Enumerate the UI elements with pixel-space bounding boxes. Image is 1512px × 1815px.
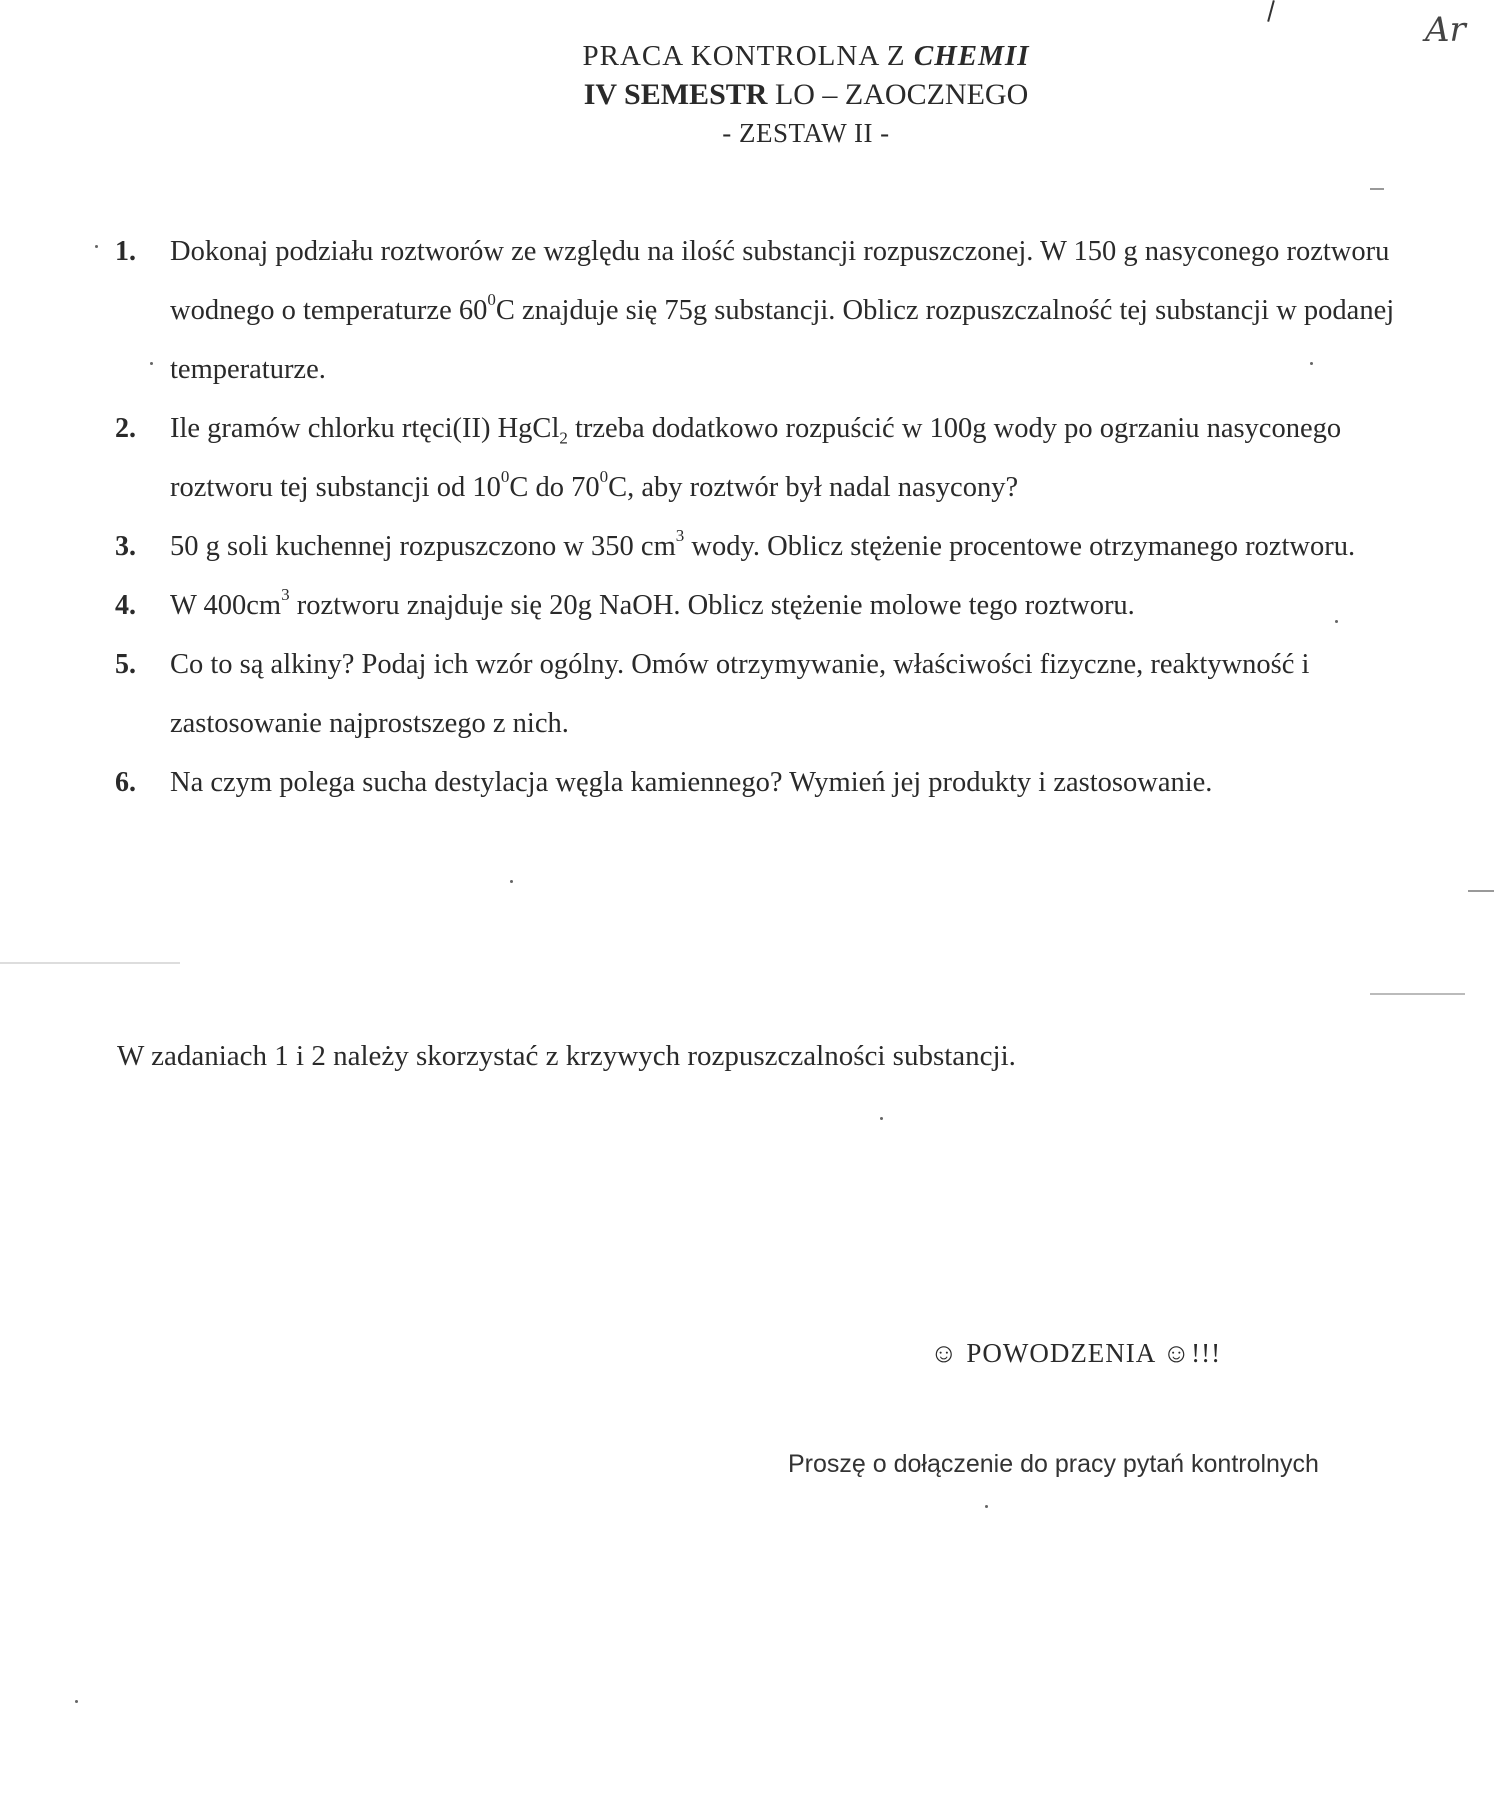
scan-speck <box>95 245 98 248</box>
task-text-part: trzeba dodatkowo rozpuścić w 100g wody po ogrzaniu nasyconego roztworu tej substancji od 10 <box>170 413 1342 503</box>
task-item <box>115 635 1415 753</box>
task-number: 5. <box>115 649 136 680</box>
superscript: 3 <box>281 584 290 604</box>
task-text <box>170 517 1410 576</box>
task-text-part: C znajduje się 75g substancji. Oblicz rozpuszczalność tej substancji w podanej temperaturze. <box>170 295 1395 385</box>
pen-stroke-mark <box>1267 0 1275 22</box>
title-part1: PRACA KONTROLNA Z <box>582 40 906 72</box>
task-list <box>115 222 1415 812</box>
good-luck-message: ☺ POWODZENIA ☺!!! <box>930 1338 1222 1368</box>
task-item <box>115 399 1415 517</box>
task-number: 3. <box>115 531 136 562</box>
document-subtitle <box>50 78 1512 112</box>
task-text-part: W 400cm <box>170 590 282 621</box>
task-number: 6. <box>115 767 136 798</box>
task-number: 1. <box>115 236 136 267</box>
document-title <box>50 40 1512 73</box>
handwritten-initials: Ar <box>1425 10 1466 50</box>
title-part2: CHEMII <box>913 40 1030 72</box>
task-text <box>170 399 1410 517</box>
task-text: Co to są alkiny? Podaj ich wzór ogólny. Omów otrzymywanie, właściwości fizyczne, reaktywność i zastosowanie najprostszego z nich. <box>170 649 1310 739</box>
superscript: 0 <box>487 289 496 309</box>
task-text: Na czym polega sucha destylacja węgla kamiennego? Wymień jej produkty i zastosowanie. <box>170 767 1213 798</box>
task-text-part: Ile gramów chlorku rtęci(II) HgCl <box>170 413 560 444</box>
task-text <box>170 222 1410 399</box>
semester-label: IV SEMESTR <box>583 78 768 111</box>
scan-speck <box>880 1117 883 1120</box>
scan-mark <box>1370 993 1465 995</box>
task-item <box>115 517 1415 576</box>
superscript: 0 <box>599 466 609 486</box>
task-text-part: C, aby roztwór był nadal nasycony? <box>608 472 1019 503</box>
task-text <box>170 576 1410 635</box>
scan-speck <box>1335 620 1338 623</box>
instruction-note: W zadaniach 1 i 2 należy skorzystać z krzywych rozpuszczalności substancji. <box>117 1040 1016 1072</box>
scan-speck <box>510 880 513 883</box>
scan-speck <box>1310 362 1313 365</box>
superscript: 3 <box>675 525 685 545</box>
task-text-part: roztworu znajduje się 20g NaOH. Oblicz stężenie molowe tego roztworu. <box>289 590 1135 621</box>
scan-speck <box>150 362 153 365</box>
task-number: 2. <box>115 413 136 444</box>
task-item <box>115 222 1415 399</box>
scan-mark <box>1370 188 1384 190</box>
scan-fold-line <box>0 962 180 964</box>
set-label: - ZESTAW II - <box>722 118 890 148</box>
task-text-part: 50 g soli kuchennej rozpuszczono w 350 cm <box>170 531 676 562</box>
school-label: LO – ZAOCZNEGO <box>767 78 1029 111</box>
task-text-part: wody. Oblicz stężenie procentowe otrzymanego roztworu. <box>684 531 1356 562</box>
scan-speck <box>75 1700 78 1703</box>
superscript: 0 <box>500 466 510 486</box>
task-number: 4. <box>115 590 136 621</box>
subscript: 2 <box>559 428 568 448</box>
scan-mark <box>1468 890 1494 892</box>
task-text-part: Dokonaj podziału roztworów ze względu na ilość substancji rozpuszczonej. W 150 g nasyconego roztworu wodnego o temperaturze 60 <box>170 236 1390 326</box>
task-item <box>115 753 1415 812</box>
task-text-part: C do 70 <box>509 472 600 503</box>
task-item <box>115 576 1415 635</box>
request-note: Proszę o dołączenie do pracy pytań kontrolnych <box>788 1450 1319 1478</box>
scan-speck <box>985 1505 988 1508</box>
